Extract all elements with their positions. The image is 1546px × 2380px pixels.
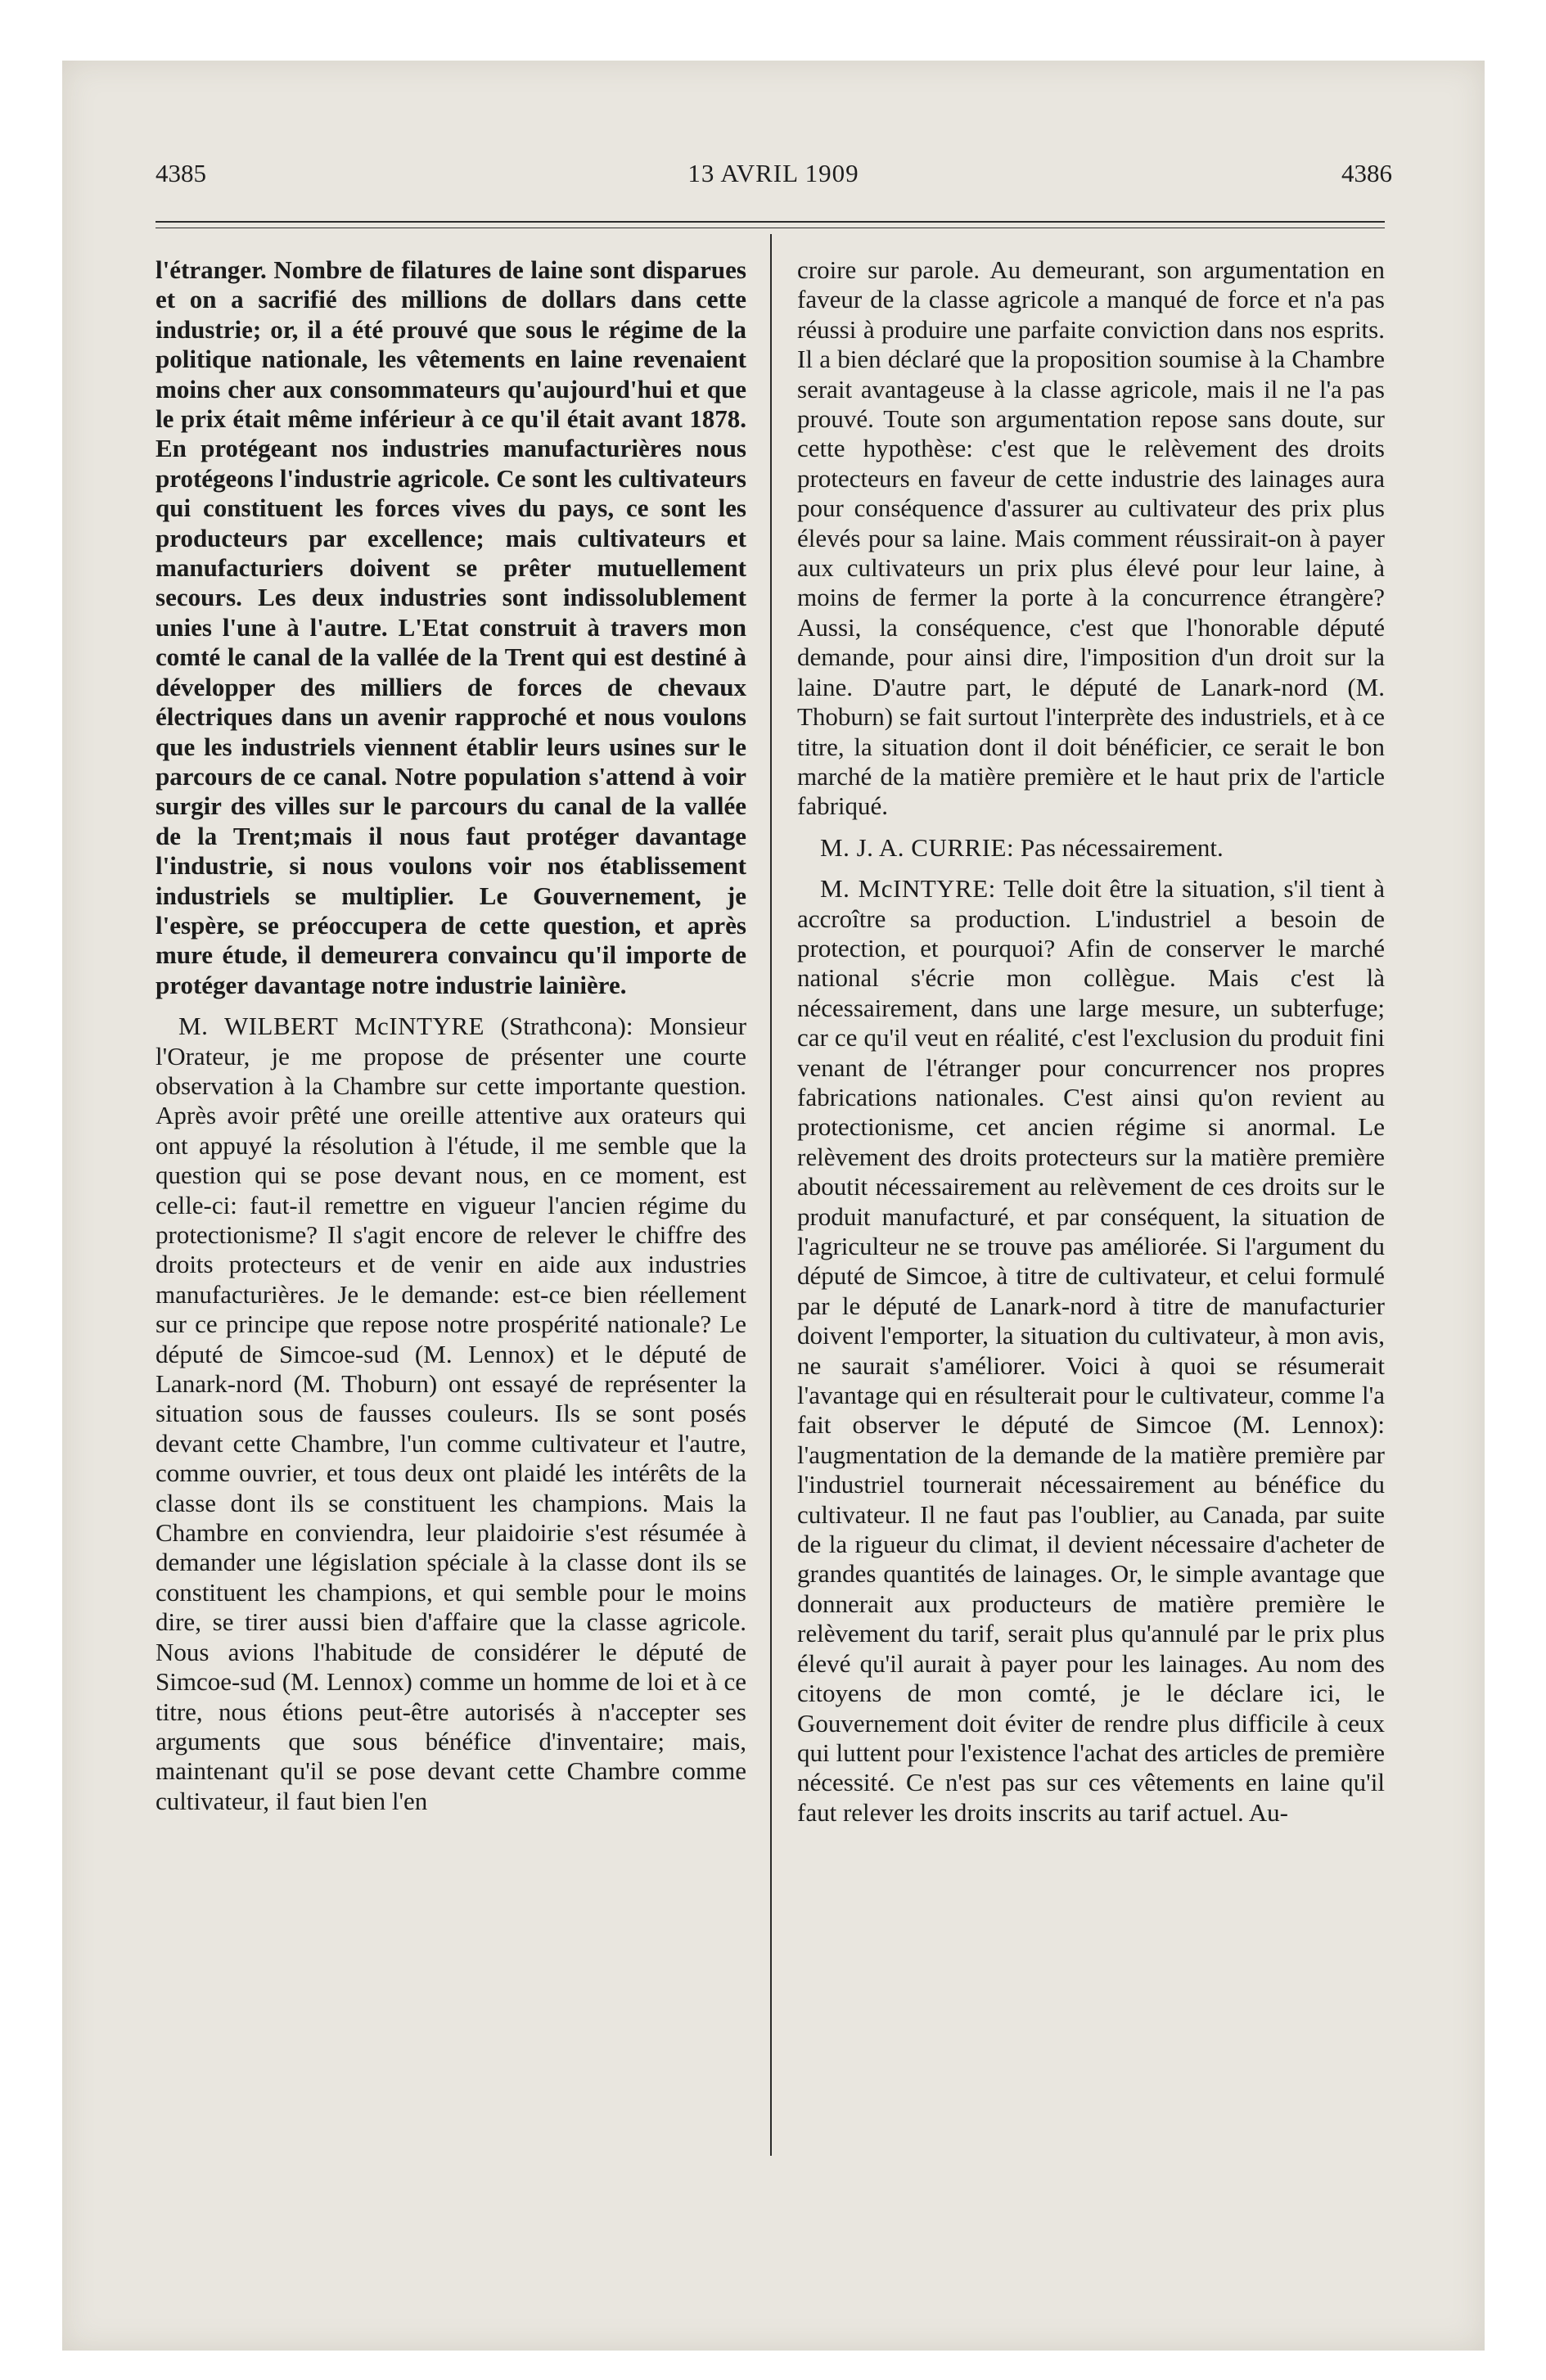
- speech-text: Monsieur l'Orateur, je me propose de présenter une courte observation à la Chambre sur cette importante question. Après avoir prêté une oreille attentive aux orateurs qui ont appuyé la résolution à l'étude, il me semble que la question qui se pose devant nous, en ce moment, est celle-ci: faut-il remettre en vigueur l'ancien régime du protectionisme? Il s'agit encore de relever le chiffre des droits protecteurs et de venir en aide aux industries manufacturières. Je le demande: est-ce bien réellement sur ce principe que repose notre prospérité nationale? Le député de Simcoe-sud (M. Lennox) et le député de Lanark-nord (M. Thoburn) ont essayé de représenter la situation sous de fausses couleurs. Ils se sont posés devant cette Chambre, l'un comme cultivateur et l'autre, comme ouvrier, et tous deux ont plaidé les intérêts de la classe dont ils se constituent les champions. Mais la Chambre en conviendra, leur plaidoirie s'est résumée à demander une législation spéciale à la classe dont ils se constituent les champions, et qui semble pour le moins dire, se tirer aussi bien d'affaire que la classe agricole. Nous avions l'habitude de considérer le député de Simcoe-sud (M. Lennox) comme un homme de loi et à ce titre, nous étions peut-être autorisés à n'accepter ses arguments que sous bénéfice d'inventaire; mais, maintenant qu'il se pose devant cette Chambre comme cultivateur, il faut bien l'en: [156, 1012, 747, 1815]
- scanned-page: [62, 61, 1485, 2351]
- header-rule-thick: [156, 221, 1385, 223]
- paragraph: l'étranger. Nombre de filatures de laine sont disparues et on a sacrifié des millions de dollars dans cette industrie; or, il a été prouvé que sous le régime de la politique nationale, les vêtements en laine revenaient moins cher aux consommateurs qu'aujourd'hui et que le prix était même inférieur à ce qu'il était avant 1878. En protégeant nos industries manufacturières nous protégeons l'industrie agricole. Ce sont les cultivateurs qui constituent les forces vives du pays, ce sont les producteurs par excellence; mais cultivateurs et manufacturiers doivent se prêter mutuellement secours. Les deux industries sont indissolublement unies l'une à l'autre. L'Etat construit à travers mon comté le canal de la vallée de la Trent qui est destiné à développer des milliers de forces de chevaux électriques dans un avenir rapproché et nous voulons que les industriels viennent établir leurs usines sur le parcours de ce canal. Notre population s'attend à voir surgir des villes sur le parcours du canal de la vallée de la Trent;mais il nous faut protéger davantage l'industrie, si nous voulons voir nos établissement industriels se multiplier. Le Gouvernement, je l'espère, se préoccupera de cette question, et après mure étude, il demeurera convaincu qu'il importe de protéger davantage notre industrie lainière.: [156, 255, 746, 999]
- page-number-left: 4385: [156, 159, 206, 187]
- speaker-name: M. WILBERT McINTYRE: [178, 1012, 485, 1041]
- paragraph: [797, 874, 1385, 1828]
- page-number-right: 4386: [1341, 159, 1392, 187]
- speaker-name: M. McINTYRE:: [820, 874, 996, 904]
- speaker-name: M. J. A. CURRIE:: [820, 832, 1015, 862]
- speech-text: Telle doit être la situation, s'il tient à accroître sa production. L'industriel a besoin de protection, et pourquoi? Afin de conserver le marché national s'écrie mon collègue. Mais c'est là nécessairement, dans une large mesure, un subterfuge; car ce qu'il veut en réalité, c'est l'exclusion du produit fini venant de l'étranger pour concurrencer nos propres fabrications nationales. C'est ainsi qu'on revient au protectionisme, cet ancien régime si anormal. Le relèvement des droits protecteurs sur la matière première aboutit nécessairement au relèvement de ces droits sur le produit manufacturé, et par conséquent, la situation de l'agriculteur ne se trouve pas améliorée. Si l'argument du député de Simcoe, à titre de cultivateur, et celui formulé par le député de Lanark-nord à titre de manufacturier doivent l'emporter, la situation du cultivateur, à mon avis, ne saurait s'améliorer. Voici à quoi se résumerait l'avantage qui en résulterait pour le cultivateur, comme l'a fait observer le député de Simcoe (M. Lennox): l'augmentation de la demande de la matière première par l'industriel tournerait nécessairement au bénéfice du cultivateur. Il ne faut pas l'oublier, au Canada, par suite de la rigueur du climat, il devient nécessaire d'acheter de grandes quantités de lainages. Or, le simple avantage que donnerait aux producteurs de matière première le relèvement du tarif, serait plus qu'annulé par le prix plus élevé qu'il aurait à payer pour les lainages. Au nom des citoyens de mon comté, je le déclare ici, le Gouvernement doit éviter de rendre plus difficile à ceux qui luttent pour l'existence l'achat des articles de première nécessité. Ce n'est pas sur ces vêtements en laine qu'il faut relever les droits inscrits au tarif actuel. Au-: [797, 874, 1385, 1827]
- paragraph: croire sur parole. Au demeurant, son argumentation en faveur de la classe agricole a manqué de force et n'a pas réussi à produire une parfaite conviction dans nos esprits. Il a bien déclaré que la proposition soumise à la Chambre serait avantageuse à la classe agricole, mais il ne l'a pas prouvé. Toute son argumentation repose sans doute, sur cette hypothèse: c'est que le relèvement des droits protecteurs en faveur de cette industrie des lainages aura pour conséquence d'assurer au cultivateur des prix plus élevés pour sa laine. Mais comment réussirait-on à payer aux cultivateurs un prix plus élevé pour leur laine, à moins de fermer la porte à la concurrence étrangère? Aussi, la conséquence, c'est que l'honorable député demande, pour ainsi dire, l'imposition d'un droit sur la laine. D'autre part, le député de Lanark-nord (M. Thoburn) se fait surtout l'interprète des industriels, et à ce titre, la situation dont il doit bénéficier, ce serait le bon marché de la matière première et le haut prix de l'article fabriqué.: [797, 255, 1385, 821]
- paragraph: [156, 1012, 746, 1816]
- page-date: 13 AVRIL 1909: [687, 159, 859, 187]
- right-column: [797, 255, 1385, 1828]
- speech-text: Pas nécessairement.: [1020, 832, 1224, 862]
- column-divider: [770, 234, 772, 2156]
- page-header: [62, 159, 1485, 208]
- paragraph: [797, 833, 1385, 863]
- riding: (Strathcona):: [500, 1012, 633, 1041]
- left-column: [156, 255, 746, 1816]
